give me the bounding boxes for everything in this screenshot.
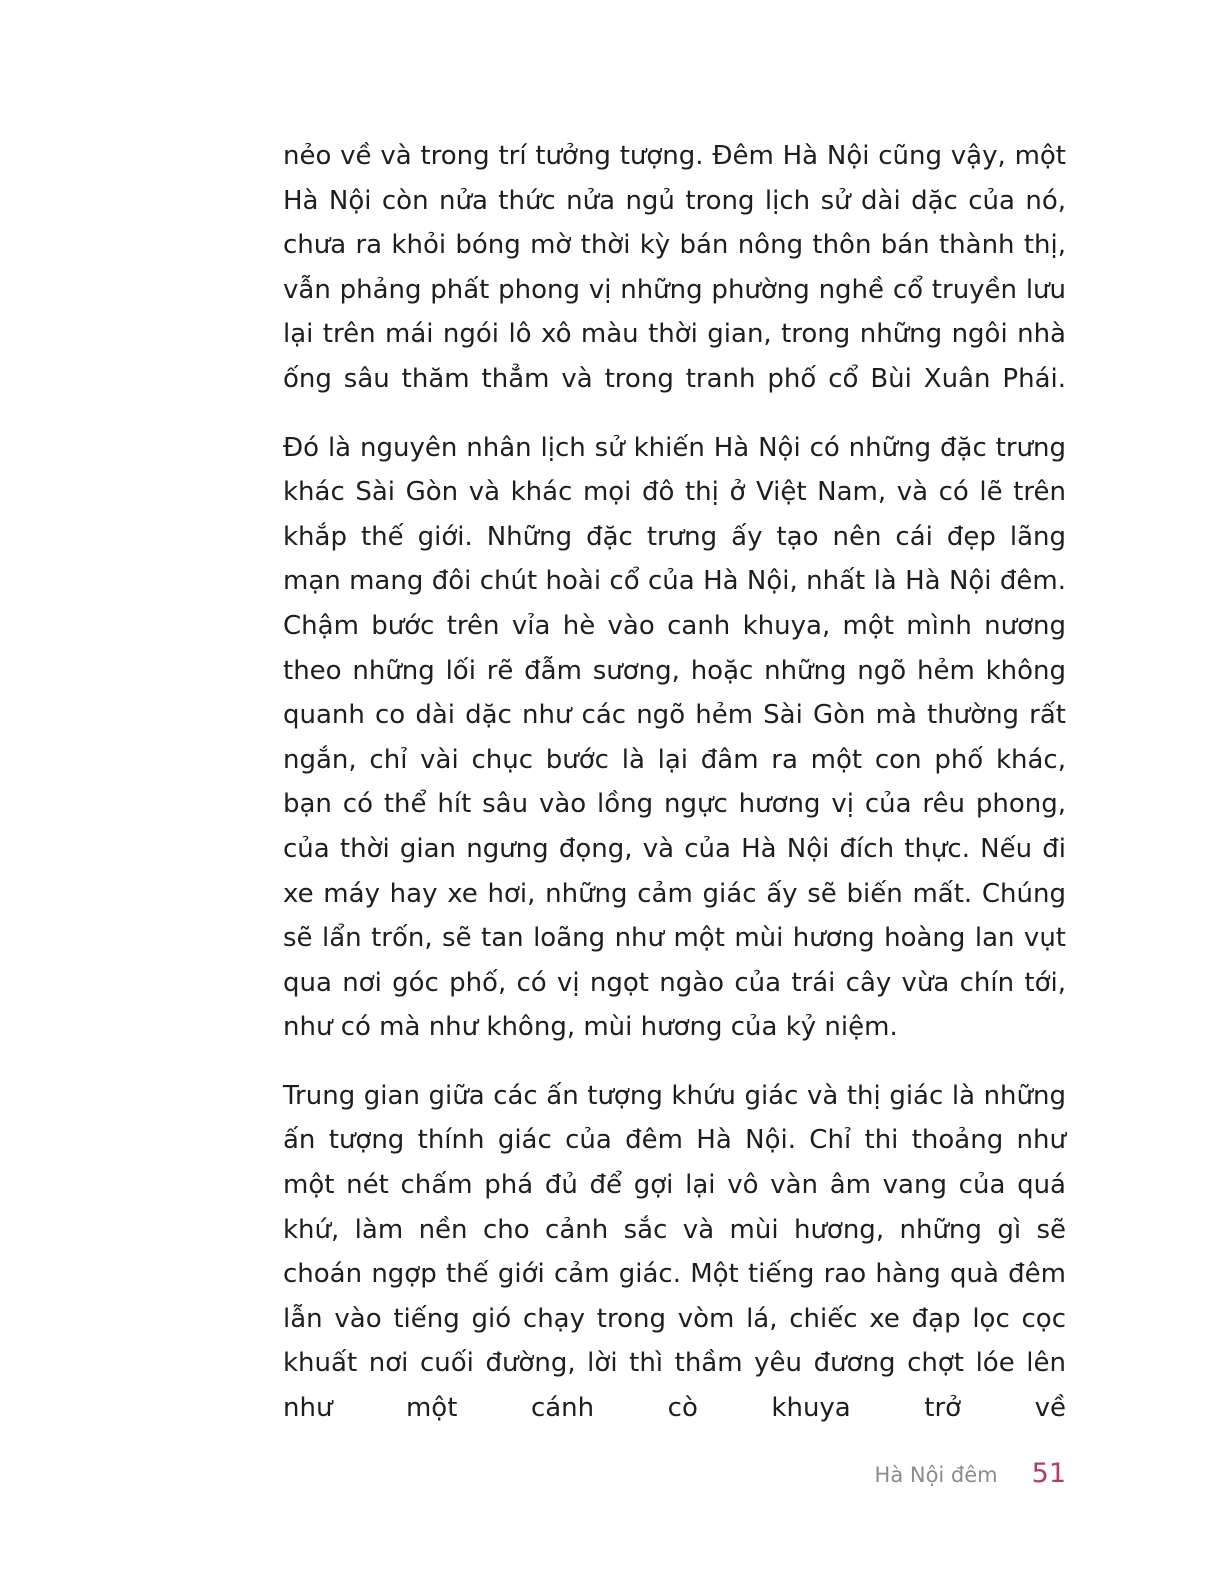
paragraph: nẻo về và trong trí tưởng tượng. Đêm Hà Nội cũng vậy, một Hà Nội còn nửa thức nửa ngủ trong lịch sử dài dặc của nó, chưa ra khỏi bóng mờ thời kỳ bán nông thôn bán thành thị, vẫn phảng phất phong vị những phường nghề cổ truyền lưu lại trên mái ngói lô xô màu thời gian, trong những ngôi nhà ống sâu thăm thẳm và trong tranh phố cổ Bùi Xuân Phái. [283,141,1066,394]
body-text [283,134,1066,1455]
paragraph: Trung gian giữa các ấn tượng khứu giác và thị giác là những ấn tượng thính giác của đêm Hà Nội. Chỉ thi thoảng như một nét chấm phá đủ để gợi lại vô vàn âm vang của quá khứ, làm nền cho cảnh sắc và mùi hương, những gì sẽ choán ngợp thế giới cảm giác. Một tiếng rao hàng quà đêm lẫn vào tiếng gió chạy trong vòm lá, chiếc xe đạp lọc cọc khuất nơi cuối đường, lời thì thầm yêu đương chợt lóe lên như một cánh cò khuya trở về [283,1080,1066,1424]
page-number: 51 [1031,1458,1066,1489]
running-title: Hà Nội đêm [874,1463,998,1487]
page-footer [875,1458,1066,1489]
paragraph: Đó là nguyên nhân lịch sử khiến Hà Nội có những đặc trưng khác Sài Gòn và khác mọi đô thị ở Việt Nam, và có lẽ trên khắp thế giới. Những đặc trưng ấy tạo nên cái đẹp lãng mạn mang đôi chút hoài cổ của Hà Nội, nhất là Hà Nội đêm. Chậm bước trên vỉa hè vào canh khuya, một mình nương theo những lối rẽ đẫm sương, hoặc những ngõ hẻm không quanh co dài dặc như các ngõ hẻm Sài Gòn mà thường rất ngắn, chỉ vài chục bước là lại đâm ra một con phố khác, bạn có thể hít sâu vào lồng ngực hương vị của rêu phong, của thời gian ngưng đọng, và của Hà Nội đích thực. Nếu đi xe máy hay xe hơi, những cảm giác ấy sẽ biến mất. Chúng sẽ lẩn trốn, sẽ tan loãng như một mùi hương hoàng lan vụt qua nơi góc phố, có vị ngọt ngào của trái cây vừa chín tới, như có mà như không, mùi hương của kỷ niệm. [283,432,1066,1043]
